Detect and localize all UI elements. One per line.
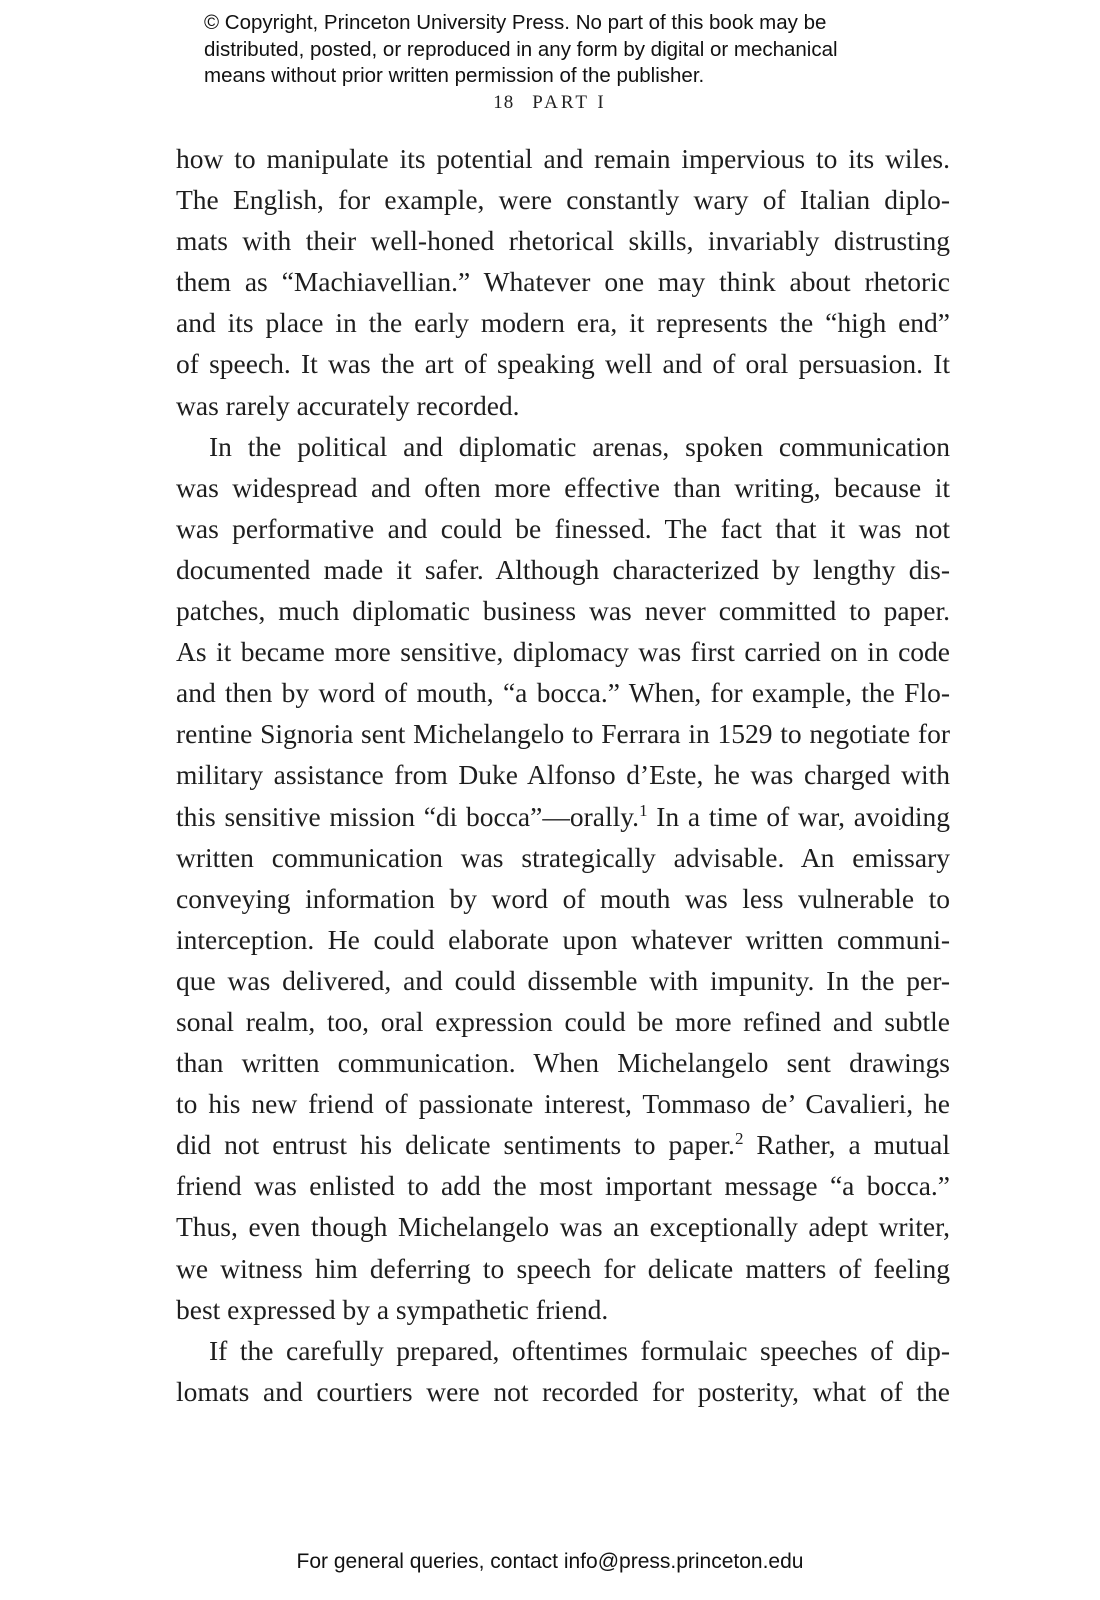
text-fragment: this sensitive mission “di bocca”—orally. (176, 800, 640, 832)
text-fragment: did not entrust his delicate sentiments to paper. (176, 1129, 735, 1161)
part-label: PART I (532, 92, 607, 113)
text-line: and then by word of mouth, “a bocca.” When, for example, the Flo- (176, 677, 950, 709)
text-fragment: Rather, a mutual (743, 1129, 950, 1161)
text-line: If the carefully prepared, oftentimes formulaic speeches of dip- (209, 1334, 950, 1366)
text-line: patches, much diplomatic business was never committed to paper. (176, 595, 950, 627)
text-fragment: In a time of war, avoiding (647, 800, 950, 832)
paragraph (176, 138, 950, 426)
text-line: Thus, even though Michelangelo was an exceptionally adept writer, (176, 1211, 950, 1243)
text-line: que was delivered, and could dissemble with impunity. In the per- (176, 964, 950, 996)
text-line: conveying information by word of mouth was less vulnerable to (176, 882, 950, 914)
text-line: sonal realm, too, oral expression could be more refined and subtle (176, 1005, 950, 1037)
text-line: rentine Signoria sent Michelangelo to Ferrara in 1529 to negotiate for (176, 718, 950, 750)
text-line-with-footnote (176, 1124, 950, 1165)
footer-contact: For general queries, contact info@press.princeton.edu (296, 1550, 804, 1573)
paragraph (176, 1330, 950, 1412)
text-line: written communication was strategically advisable. An emissary (176, 841, 950, 873)
text-line: was rarely accurately recorded. (176, 389, 520, 421)
text-line: friend was enlisted to add the most important message “a bocca.” (176, 1170, 950, 1202)
copyright-notice (204, 10, 924, 90)
text-line: The English, for example, were constantly wary of Italian diplo- (176, 184, 950, 216)
text-line: we witness him deferring to speech for delicate matters of feeling (176, 1252, 950, 1284)
body-text (176, 138, 950, 1412)
footnote-marker[interactable]: 2 (734, 1129, 744, 1149)
text-line: them as “Machiavellian.” Whatever one may think about rhetoric (176, 266, 950, 298)
paragraph (176, 426, 950, 1330)
text-line: than written communication. When Michelangelo sent drawings (176, 1047, 950, 1079)
text-line: interception. He could elaborate upon whatever written communi- (176, 923, 950, 955)
text-line: was performative and could be finessed. The fact that it was not (176, 512, 950, 544)
footnote-marker[interactable]: 1 (639, 800, 648, 820)
page-number: 18 (493, 92, 515, 113)
text-line: documented made it safer. Although characterized by lengthy dis- (176, 553, 950, 585)
text-line: As it became more sensitive, diplomacy was first carried on in code (176, 636, 950, 668)
copyright-line: means without prior written permission of the publisher. (204, 64, 705, 87)
text-line: and its place in the early modern era, it represents the “high end” (176, 307, 950, 339)
text-line: mats with their well-honed rhetorical skills, invariably distrusting (176, 225, 950, 257)
text-line: was widespread and often more effective than writing, because it (176, 471, 950, 503)
text-line: best expressed by a sympathetic friend. (176, 1293, 609, 1325)
running-head (0, 92, 1100, 114)
text-line: military assistance from Duke Alfonso d’Este, he was charged with (176, 759, 950, 791)
text-line: to his new friend of passionate interest, Tommaso de’ Cavalieri, he (176, 1088, 950, 1120)
copyright-line: © Copyright, Princeton University Press. No part of this book may be (204, 11, 827, 34)
text-line-with-footnote (176, 796, 950, 837)
text-line: how to manipulate its potential and remain impervious to its wiles. (176, 143, 950, 174)
copyright-line: distributed, posted, or reproduced in any form by digital or mechanical (204, 37, 838, 61)
text-line: In the political and diplomatic arenas, spoken communication (209, 430, 950, 462)
text-line: lomats and courtiers were not recorded for posterity, what of the (176, 1375, 950, 1407)
text-line: of speech. It was the art of speaking well and of oral persuasion. It (176, 348, 950, 380)
